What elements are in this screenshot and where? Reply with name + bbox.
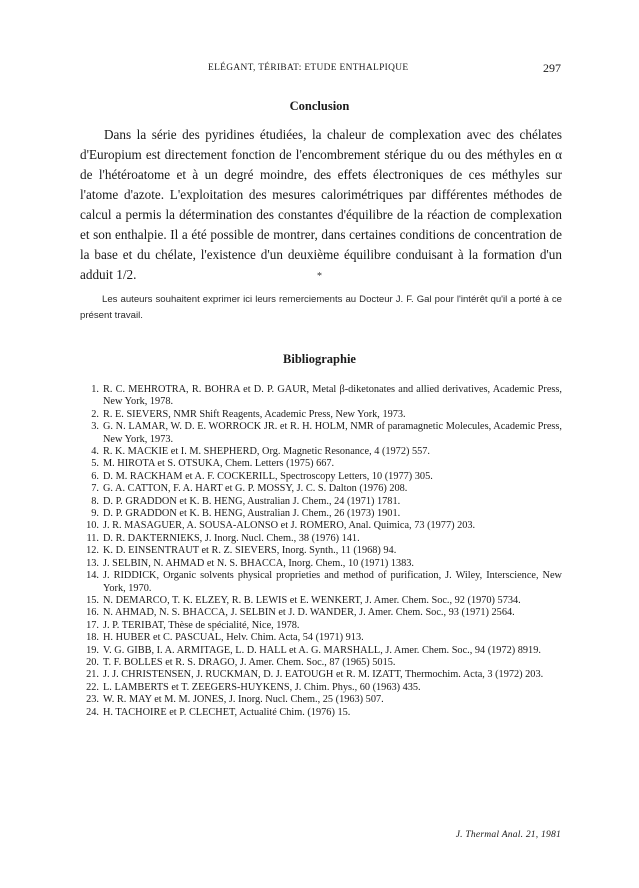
- reference-item: [80, 558, 562, 570]
- reference-item: [80, 409, 562, 421]
- reference-number: 5.: [91, 458, 99, 470]
- reference-text: T. F. BOLLES et R. S. DRAGO, J. Amer. Chem. Soc., 87 (1965) 5015.: [103, 656, 396, 668]
- reference-item: [80, 669, 562, 681]
- reference-item: [80, 446, 562, 458]
- reference-item: [80, 632, 562, 644]
- reference-item: [80, 620, 562, 632]
- reference-number: 3.: [91, 421, 99, 433]
- reference-text: D. P. GRADDON et K. B. HENG, Australian J. Chem., 26 (1973) 1901.: [103, 508, 401, 520]
- section-separator-asterism: *: [317, 271, 322, 282]
- reference-text: D. R. DAKTERNIEKS, J. Inorg. Nucl. Chem., 38 (1976) 141.: [103, 532, 360, 544]
- reference-item: [80, 682, 562, 694]
- page-number: 297: [543, 61, 561, 75]
- reference-number: 11.: [86, 532, 99, 544]
- reference-number: 22.: [86, 681, 99, 693]
- reference-text: J. SELBIN, N. AHMAD et N. S. BHACCA, Inorg. Chem., 10 (1971) 1383.: [103, 557, 415, 569]
- conclusion-title: Conclusion: [289, 99, 350, 113]
- reference-item: [80, 570, 562, 595]
- reference-text: J. J. CHRISTENSEN, J. RUCKMAN, D. J. EATOUGH et R. M. IZATT, Thermochim. Acta, 3 (1972) 203.: [103, 669, 544, 681]
- page-header: [0, 63, 639, 77]
- reference-text: R. E. SIEVERS, NMR Shift Reagents, Academic Press, New York, 1973.: [103, 408, 406, 420]
- reference-item: [80, 533, 562, 545]
- reference-item: [80, 607, 562, 619]
- reference-number: 7.: [91, 483, 99, 495]
- reference-item: [80, 595, 562, 607]
- reference-number: 8.: [91, 495, 99, 507]
- reference-item: [80, 458, 562, 470]
- reference-number: 20.: [86, 656, 99, 668]
- reference-number: 23.: [86, 694, 99, 706]
- reference-text: N. AHMAD, N. S. BHACCA, J. SELBIN et J. D. WANDER, J. Amer. Chem. Soc., 93 (1971) 2564.: [103, 607, 515, 619]
- acknowledgement-text: Les auteurs souhaitent exprimer ici leurs remerciements au Docteur J. F. Gal pour l'intérêt qu'il a porté à ce présent travail.: [80, 294, 562, 321]
- reference-text: D. P. GRADDON et K. B. HENG, Australian J. Chem., 24 (1971) 1781.: [103, 495, 401, 507]
- reference-item: [80, 384, 562, 409]
- reference-text: R. C. MEHROTRA, R. BOHRA et D. P. GAUR, Metal β-diketonates and allied derivatives, Academic Press, New York, 1978.: [103, 384, 562, 408]
- acknowledgement: [80, 292, 562, 324]
- reference-number: 1.: [91, 384, 99, 395]
- reference-text: H. TACHOIRE et P. CLECHET, Actualité Chim. (1976) 15.: [103, 706, 351, 718]
- reference-number: 15.: [86, 594, 99, 606]
- conclusion-text: Dans la série des pyridines étudiées, la chaleur de complexation avec des chélates d'Europium est directement fonction de l'encombrement stérique du ou des méthyles en α de l'hétéroatome et à un degré moindre, des effets électroniques de ces méthyles sur l'atome d'azote. L'exploitation des mesures calorimétriques par différentes méthodes de calcul a permis la détermination des constantes d'équilibre de la réaction de complexation et son enthalpie. Il a été possible de montrer, dans certaines conditions de concentration de la base et du chélate, l'existence d'un deuxième équilibre conduisant à la formation d'un adduit 1/2.: [80, 127, 562, 282]
- reference-number: 9.: [91, 508, 99, 520]
- reference-text: W. R. MAY et M. M. JONES, J. Inorg. Nucl. Chem., 25 (1963) 507.: [103, 694, 384, 706]
- reference-number: 16.: [86, 607, 99, 619]
- journal-footer: J. Thermal Anal. 21, 1981: [455, 829, 561, 840]
- reference-number: 2.: [91, 408, 99, 420]
- reference-number: 10.: [86, 520, 99, 532]
- reference-text: D. M. RACKHAM et A. F. COCKERILL, Spectroscopy Letters, 10 (1977) 305.: [103, 470, 433, 482]
- reference-item: [80, 545, 562, 557]
- reference-number: 13.: [86, 557, 99, 569]
- reference-number: 14.: [86, 570, 99, 582]
- reference-item: [80, 496, 562, 508]
- reference-item: [80, 483, 562, 495]
- reference-item: [80, 520, 562, 532]
- reference-number: 17.: [86, 619, 99, 631]
- conclusion-paragraph: [80, 125, 562, 285]
- reference-text: M. HIROTA et S. OTSUKA, Chem. Letters (1975) 667.: [103, 458, 335, 470]
- reference-item: [80, 657, 562, 669]
- reference-item: [80, 707, 562, 719]
- reference-number: 21.: [86, 669, 99, 681]
- reference-text: V. G. GIBB, I. A. ARMITAGE, L. D. HALL et A. G. MARSHALL, J. Amer. Chem. Soc., 94 (1972) 8919.: [103, 644, 541, 656]
- reference-text: J. RIDDICK, Organic solvents physical proprieties and method of purification, J. Wiley, Interscience, New York, 1970.: [103, 570, 562, 594]
- reference-item: [80, 471, 562, 483]
- reference-number: 12.: [86, 545, 99, 557]
- reference-number: 4.: [91, 446, 99, 458]
- reference-text: R. K. MACKIE et I. M. SHEPHERD, Org. Magnetic Resonance, 4 (1972) 557.: [103, 446, 430, 458]
- reference-text: J. R. MASAGUER, A. SOUSA-ALONSO et J. ROMERO, Anal. Quimica, 73 (1977) 203.: [103, 520, 476, 532]
- reference-number: 18.: [86, 632, 99, 644]
- reference-text: G. A. CATTON, F. A. HART et G. P. MOSSY, J. C. S. Dalton (1976) 208.: [103, 483, 408, 495]
- reference-item: [80, 694, 562, 706]
- running-head: ELÉGANT, TÉRIBAT: ETUDE ENTHALPIQUE: [208, 63, 409, 73]
- reference-number: 24.: [86, 706, 99, 718]
- reference-text: N. DEMARCO, T. K. ELZEY, R. B. LEWIS et E. WENKERT, J. Amer. Chem. Soc., 92 (1970) 5734.: [103, 594, 521, 606]
- reference-text: H. HUBER et C. PASCUAL, Helv. Chim. Acta, 54 (1971) 913.: [103, 632, 364, 644]
- bibliography-title: Bibliographie: [283, 352, 356, 366]
- reference-item: [80, 421, 562, 446]
- reference-item: [80, 508, 562, 520]
- reference-number: 6.: [91, 470, 99, 482]
- reference-item: [80, 645, 562, 657]
- reference-text: K. D. EINSENTRAUT et R. Z. SIEVERS, Inorg. Synth., 11 (1968) 94.: [103, 545, 397, 557]
- reference-text: J. P. TERIBAT, Thèse de spécialité, Nice, 1978.: [103, 619, 300, 631]
- reference-list: [80, 384, 562, 719]
- reference-number: 19.: [86, 644, 99, 656]
- reference-text: L. LAMBERTS et T. ZEEGERS-HUYKENS, J. Chim. Phys., 60 (1963) 435.: [103, 681, 421, 693]
- reference-text: G. N. LAMAR, W. D. E. WORROCK JR. et R. H. HOLM, NMR of paramagnetic Molecules, Academic Press, New York, 1973.: [103, 421, 562, 445]
